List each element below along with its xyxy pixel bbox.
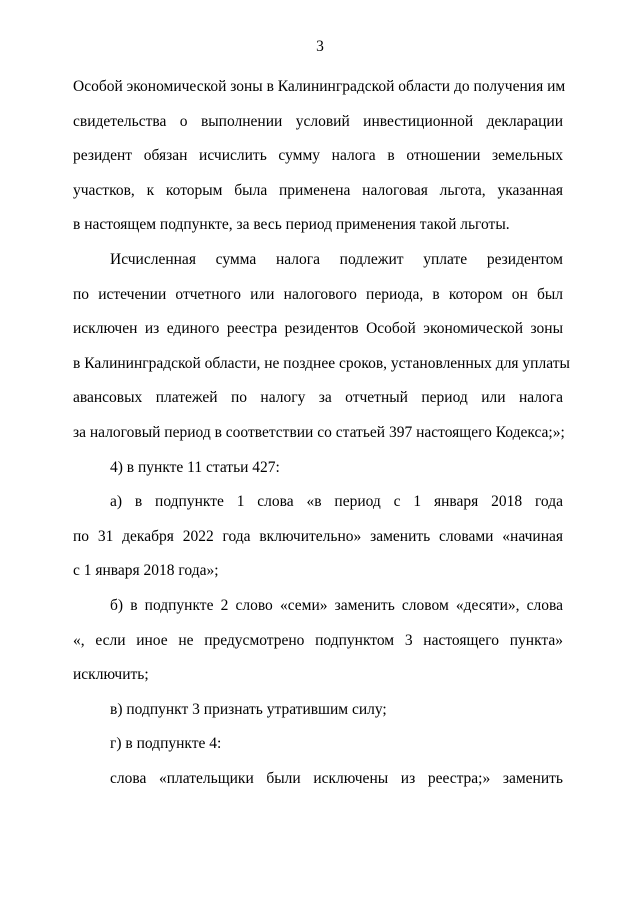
text-line: по 31 декабря 2022 года включительно» заменить словами «начиная [73, 527, 563, 545]
text-line: в Калининградской области, не позднее сроков, установленных для уплаты [73, 354, 570, 372]
text-line: Особой экономической зоны в Калининградской области до получения им [73, 78, 566, 95]
paragraph [73, 77, 566, 250]
text-line: Исчисленная сумма налога подлежит уплате резидентом [110, 250, 563, 268]
text-line: в настоящем подпункте, за весь период применения такой льготы. [73, 216, 510, 234]
text-line: исключен из единого реестра резидентов Особой экономической зоны [73, 320, 563, 338]
page-number: 3 [316, 38, 324, 55]
text-line: «, если иное не предусмотрено подпунктом 3 настоящего пункта» [73, 631, 563, 649]
text-line: за налоговый период в соответствии со статьей 397 настоящего Кодекса;»; [73, 423, 565, 441]
paragraph [73, 769, 563, 804]
text-line: резидент обязан исчислить сумму налога в отношении земельных [73, 147, 563, 165]
text-line: б) в подпункте 2 слово «семи» заменить словом «десяти», слова [110, 596, 563, 614]
paragraph [73, 250, 570, 458]
paragraph [73, 700, 563, 735]
text-line: слова «плательщики были исключены из реестра;» заменить [110, 769, 563, 787]
text-line: участков, к которым была применена налоговая льгота, указанная [73, 181, 563, 199]
text-line: г) в подпункте 4: [110, 735, 222, 753]
text-line: 4) в пункте 11 статьи 427: [110, 458, 280, 476]
paragraph [73, 492, 563, 596]
text-line: исключить; [73, 666, 149, 684]
text-line: по истечении отчетного или налогового периода, в котором он был [73, 285, 563, 303]
paragraph [73, 596, 563, 700]
paragraph [73, 458, 563, 493]
paragraph [73, 734, 563, 769]
text-line: а) в подпункте 1 слова «в период с 1 января 2018 года [110, 493, 563, 511]
document-body [73, 77, 570, 803]
text-line: в) подпункт 3 признать утратившим силу; [110, 700, 387, 718]
text-line: свидетельства о выполнении условий инвестиционной декларации [73, 112, 563, 130]
text-line: с 1 января 2018 года»; [73, 562, 219, 580]
text-line: авансовых платежей по налогу за отчетный период или налога [73, 389, 563, 407]
